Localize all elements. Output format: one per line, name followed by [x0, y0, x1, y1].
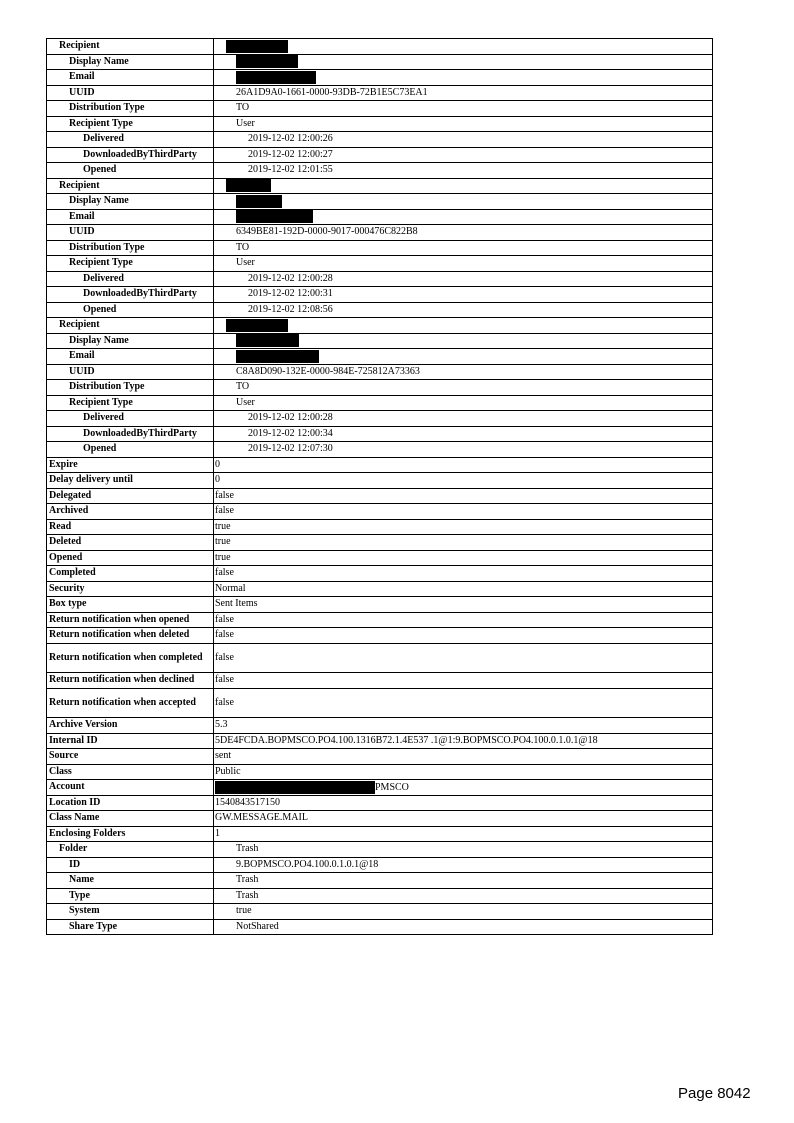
field-value: true: [214, 519, 713, 535]
field-value: 5DE4FCDA.BOPMSCO.PO4.100.1316B72.1.4E537 .1@1:9.BOPMSCO.PO4.100.0.1.0.1@18: [214, 733, 713, 749]
field-value: false: [214, 688, 713, 718]
field-value: C8A8D090-132E-0000-984E-725812A73363: [214, 364, 713, 380]
table-row: [47, 380, 713, 396]
table-row: [47, 857, 713, 873]
field-label: DownloadedByThirdParty: [47, 147, 214, 163]
table-row: [47, 550, 713, 566]
field-label: Internal ID: [47, 733, 214, 749]
table-row: [47, 597, 713, 613]
table-row: [47, 473, 713, 489]
field-value: Sent Items: [214, 597, 713, 613]
redaction-block: [226, 319, 288, 332]
table-row: [47, 749, 713, 765]
table-row: [47, 85, 713, 101]
table-row: [47, 411, 713, 427]
table-row: [47, 612, 713, 628]
field-label: Share Type: [47, 919, 214, 935]
redaction-block: [215, 781, 375, 794]
field-value: [214, 318, 713, 334]
field-value: false: [214, 566, 713, 582]
table-row: [47, 688, 713, 718]
redaction-block: [236, 334, 299, 347]
field-value: [214, 70, 713, 86]
field-label: Delivered: [47, 411, 214, 427]
field-label: Opened: [47, 442, 214, 458]
field-label: Read: [47, 519, 214, 535]
field-value: false: [214, 612, 713, 628]
table-row: [47, 194, 713, 210]
page-number: Page 8042: [678, 1085, 751, 1102]
redaction-block: [236, 195, 282, 208]
table-row: [47, 302, 713, 318]
table-row: [47, 147, 713, 163]
redaction-block: [236, 71, 316, 84]
field-label: Folder: [47, 842, 214, 858]
table-row: [47, 718, 713, 734]
field-value: 6349BE81-192D-0000-9017-000476C822B8: [214, 225, 713, 241]
field-label: UUID: [47, 225, 214, 241]
table-row: [47, 442, 713, 458]
field-label: Return notification when completed: [47, 643, 214, 673]
field-value: User: [214, 256, 713, 272]
field-label: Recipient Type: [47, 395, 214, 411]
table-row: [47, 318, 713, 334]
table-row: [47, 178, 713, 194]
field-label: Type: [47, 888, 214, 904]
table-row: [47, 39, 713, 55]
field-label: Recipient: [47, 39, 214, 55]
field-value: true: [214, 550, 713, 566]
field-value: 1: [214, 826, 713, 842]
field-value: [214, 209, 713, 225]
field-label: Account: [47, 780, 214, 796]
table-row: [47, 426, 713, 442]
field-label: UUID: [47, 364, 214, 380]
redaction-block: [236, 350, 319, 363]
field-value: [214, 39, 713, 55]
properties-table: [46, 38, 713, 935]
field-label: DownloadedByThirdParty: [47, 426, 214, 442]
field-value: 0: [214, 457, 713, 473]
table-row: [47, 643, 713, 673]
field-value: 2019-12-02 12:00:27: [214, 147, 713, 163]
field-label: Display Name: [47, 54, 214, 70]
field-label: Expire: [47, 457, 214, 473]
field-label: DownloadedByThirdParty: [47, 287, 214, 303]
table-row: [47, 904, 713, 920]
field-label: ID: [47, 857, 214, 873]
table-row: [47, 333, 713, 349]
field-value: 2019-12-02 12:07:30: [214, 442, 713, 458]
field-label: Email: [47, 209, 214, 225]
field-label: Return notification when accepted: [47, 688, 214, 718]
field-value: true: [214, 535, 713, 551]
field-value: false: [214, 643, 713, 673]
table-row: [47, 795, 713, 811]
field-value: Trash: [214, 873, 713, 889]
field-value: true: [214, 904, 713, 920]
field-label: Class: [47, 764, 214, 780]
table-row: [47, 566, 713, 582]
field-label: Return notification when declined: [47, 673, 214, 689]
table-row: [47, 535, 713, 551]
field-label: Recipient: [47, 318, 214, 334]
field-label: Delay delivery until: [47, 473, 214, 489]
table-row: [47, 826, 713, 842]
table-row: [47, 132, 713, 148]
field-value: TO: [214, 240, 713, 256]
field-value: false: [214, 673, 713, 689]
field-value: [214, 780, 713, 796]
field-label: Opened: [47, 550, 214, 566]
table-row: [47, 733, 713, 749]
table-row: [47, 842, 713, 858]
table-row: [47, 519, 713, 535]
table-row: [47, 504, 713, 520]
field-value: 9.BOPMSCO.PO4.100.0.1.0.1@18: [214, 857, 713, 873]
field-label: Distribution Type: [47, 380, 214, 396]
field-label: Security: [47, 581, 214, 597]
field-label: Deleted: [47, 535, 214, 551]
field-value: TO: [214, 380, 713, 396]
table-row: [47, 364, 713, 380]
table-row: [47, 488, 713, 504]
field-value: 2019-12-02 12:00:26: [214, 132, 713, 148]
field-label: Display Name: [47, 194, 214, 210]
table-row: [47, 780, 713, 796]
table-row: [47, 349, 713, 365]
table-row: [47, 673, 713, 689]
field-value: sent: [214, 749, 713, 765]
table-row: [47, 163, 713, 179]
field-label: Recipient Type: [47, 116, 214, 132]
field-label: Recipient Type: [47, 256, 214, 272]
table-row: [47, 225, 713, 241]
field-value: 1540843517150: [214, 795, 713, 811]
field-label: System: [47, 904, 214, 920]
table-row: [47, 271, 713, 287]
field-label: Email: [47, 349, 214, 365]
properties-table-body: [47, 39, 713, 935]
table-row: [47, 101, 713, 117]
field-value: Trash: [214, 842, 713, 858]
field-label: Distribution Type: [47, 101, 214, 117]
field-label: Name: [47, 873, 214, 889]
table-row: [47, 395, 713, 411]
field-value: [214, 194, 713, 210]
table-row: [47, 811, 713, 827]
field-value: false: [214, 488, 713, 504]
table-row: [47, 54, 713, 70]
field-label: Delivered: [47, 132, 214, 148]
field-value: Public: [214, 764, 713, 780]
field-label: Distribution Type: [47, 240, 214, 256]
redaction-block: [236, 55, 298, 68]
field-value: Normal: [214, 581, 713, 597]
field-label: Archived: [47, 504, 214, 520]
field-label: Archive Version: [47, 718, 214, 734]
field-value: 2019-12-02 12:00:31: [214, 287, 713, 303]
field-label: Class Name: [47, 811, 214, 827]
field-label: Box type: [47, 597, 214, 613]
field-label: Location ID: [47, 795, 214, 811]
table-row: [47, 873, 713, 889]
field-label: Source: [47, 749, 214, 765]
field-value: User: [214, 116, 713, 132]
table-row: [47, 256, 713, 272]
field-value: 2019-12-02 12:08:56: [214, 302, 713, 318]
field-label: Return notification when deleted: [47, 628, 214, 644]
field-value: 0: [214, 473, 713, 489]
table-row: [47, 209, 713, 225]
field-value: 26A1D9A0-1661-0000-93DB-72B1E5C73EA1: [214, 85, 713, 101]
field-value: [214, 349, 713, 365]
table-row: [47, 116, 713, 132]
field-label: Email: [47, 70, 214, 86]
field-label: Opened: [47, 163, 214, 179]
field-value: 2019-12-02 12:01:55: [214, 163, 713, 179]
table-row: [47, 628, 713, 644]
field-value: 2019-12-02 12:00:28: [214, 411, 713, 427]
field-label: Display Name: [47, 333, 214, 349]
field-label: Delivered: [47, 271, 214, 287]
table-row: [47, 764, 713, 780]
field-label: Delegated: [47, 488, 214, 504]
field-value: false: [214, 504, 713, 520]
field-value: 5.3: [214, 718, 713, 734]
table-row: [47, 240, 713, 256]
field-value: [214, 178, 713, 194]
field-label: Completed: [47, 566, 214, 582]
field-value: GW.MESSAGE.MAIL: [214, 811, 713, 827]
field-label: Return notification when opened: [47, 612, 214, 628]
field-value: NotShared: [214, 919, 713, 935]
table-row: [47, 888, 713, 904]
field-value: User: [214, 395, 713, 411]
redaction-block: [236, 210, 313, 223]
field-value: 2019-12-02 12:00:34: [214, 426, 713, 442]
field-label: Enclosing Folders: [47, 826, 214, 842]
field-value: [214, 54, 713, 70]
table-row: [47, 457, 713, 473]
field-value: Trash: [214, 888, 713, 904]
field-value: 2019-12-02 12:00:28: [214, 271, 713, 287]
field-value-text: PMSCO: [375, 781, 409, 793]
field-label: Recipient: [47, 178, 214, 194]
field-value: false: [214, 628, 713, 644]
redaction-block: [226, 179, 271, 192]
table-row: [47, 919, 713, 935]
field-value: TO: [214, 101, 713, 117]
redaction-block: [226, 40, 288, 53]
table-row: [47, 581, 713, 597]
table-row: [47, 70, 713, 86]
field-label: Opened: [47, 302, 214, 318]
field-label: UUID: [47, 85, 214, 101]
field-value: [214, 333, 713, 349]
table-row: [47, 287, 713, 303]
